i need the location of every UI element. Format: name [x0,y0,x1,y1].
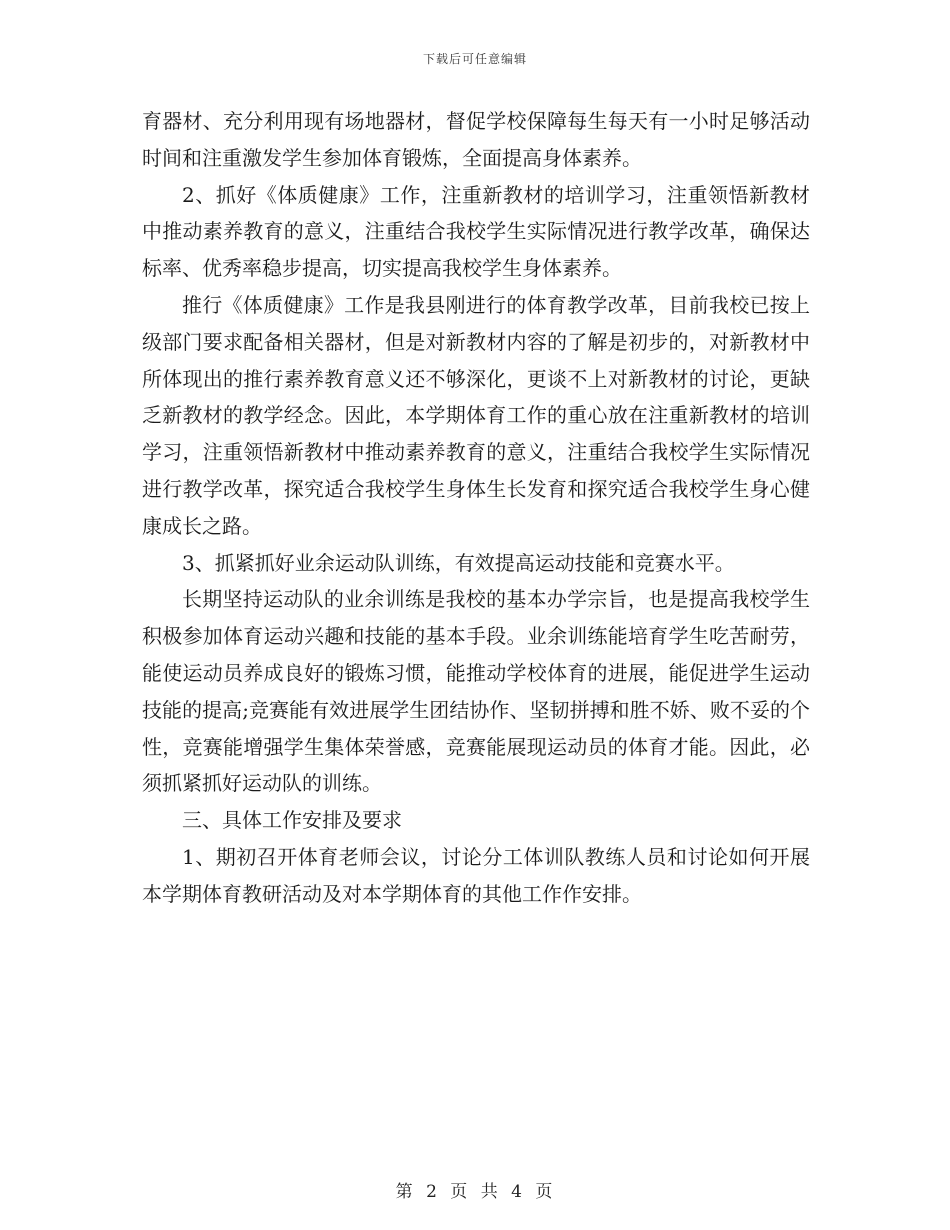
page-header-note: 下载后可任意编辑 [422,52,527,66]
paragraph-6: 1、期初召开体育老师会议，讨论分工体训队教练人员和讨论如何开展本学期体育教研活动及对本学期体育的其他工作作安排。 [142,844,810,906]
paragraph-5: 长期坚持运动队的业余训练是我校的基本办学宗旨，也是提高我校学生积极参加体育运动兴趣和技能的基本手段。业余训练能培育学生吃苦耐劳，能使运动员养成良好的锻炼习惯，能推动学校体育的进展，能促进学生运动技能的提高;竞赛能有效进展学生团结协作、坚韧拼搏和胜不娇、败不妥的个性，竞赛能增强学生集体荣誉感，竞赛能展现运动员的体育才能。因此，必须抓紧抓好运动队的训练。 [142,587,810,796]
paragraph-4: 3、抓紧抓好业余运动队训练，有效提高运动技能和竞赛水平。 [182,550,735,575]
section-heading-3: 三、具体工作安排及要求 [182,808,402,833]
paragraph-1: 育器材、充分利用现有场地器材，督促学校保障每生每天有一小时足够活动时间和注重激发学生参加体育锻炼，全面提高身体素养。 [142,109,810,170]
document-body [142,103,810,913]
paragraph-2: 2、抓好《体质健康》工作，注重新教材的培训学习，注重领悟新教材中推动素养教育的意义，注重结合我校学生实际情况进行教学改革，确保达标率、优秀率稳步提高，切实提高我校学生身体素养。 [142,182,810,281]
page-number-footer: 第 2 页 共 4 页 [395,1182,555,1202]
paragraph-3: 推行《体质健康》工作是我县刚进行的体育教学改革，目前我校已按上级部门要求配备相关器材，但是对新教材内容的了解是初步的，对新教材中所体现出的推行素养教育意义还不够深化，更谈不上对新教材的讨论，更缺乏新教材的教学经念。因此，本学期体育工作的重心放在注重新教材的培训学习，注重领悟新教材中推动素养教育的意义，注重结合我校学生实际情况进行教学改革，探究适合我校学生身体生长发育和探究适合我校学生身心健康成长之路。 [142,292,810,538]
